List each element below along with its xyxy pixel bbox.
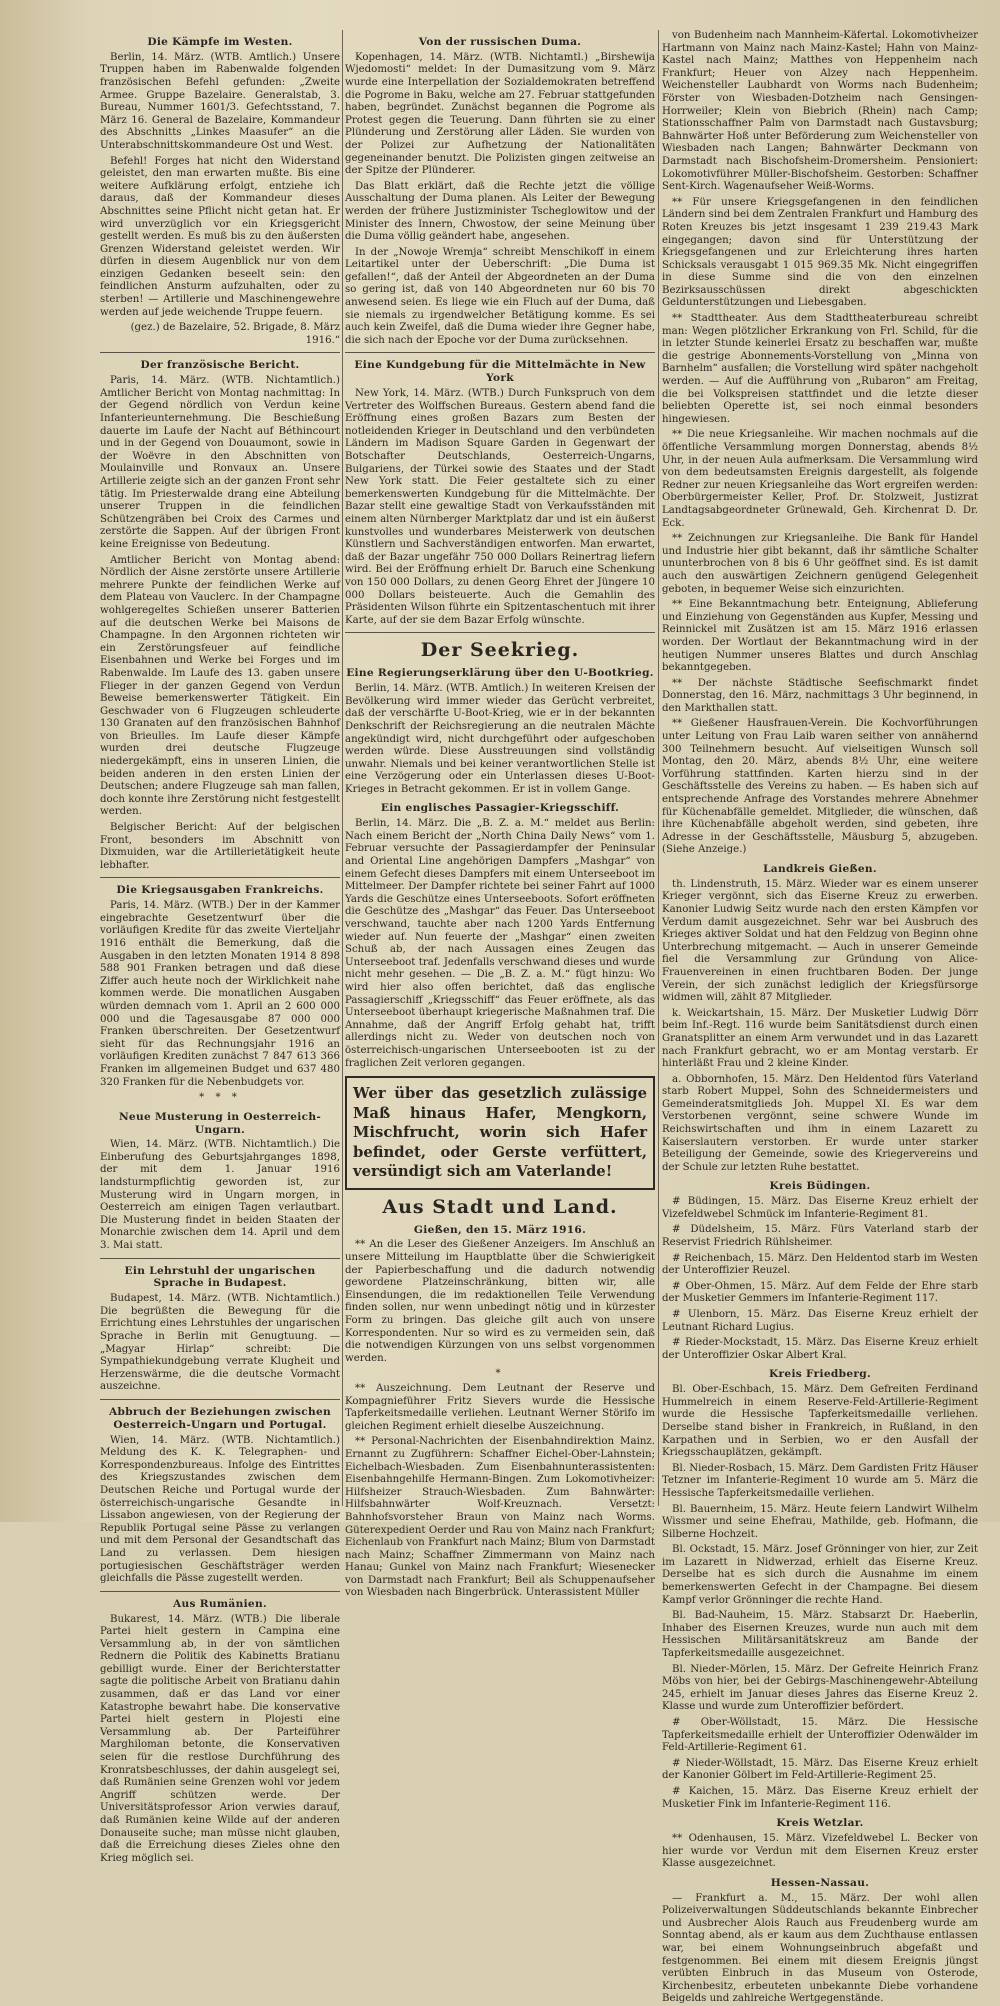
article-text: a. Obbornhofen, 15. März. Den Heldentod fürs Vaterland starb Robert Muppel, Sohn des Schneidermeisters und Gemeinderatsmitglieds Joh. Muppel XI. Es war dem Verstorbenen vergönnt, seine schwere Wunde im Reichswirtschaften und ihm in einem Lazarett zu Kaiserslautern verstorben. Er wurde unter starker Beteiligung der Gemeinde, sowie des Kriegervereins und der Schule zur letzten Ruhe bestattet. xyxy=(662,1073,978,1173)
article-text: In der „Nowoje Wremja“ schreibt Menschikoff in einem Leitartikel unter der Ueberschrift: „Die Duma ist gefallen!“, daß der Anteil der Abgeordneten an der Duma so gering ist, daß von 140 Abgeordneten nur 60 bis 70 anwesend seien. Es liege wie ein Fluch auf der Duma, daß sie niemals zu irgendwelcher Betätigung komme. Es sei auch kein Zweifel, daß die Duma wieder ihre Gegner habe, die sich nach der Epoche vor der Duma zurücksehnen. xyxy=(345,246,655,346)
heading-hessen-nassau: Hessen-Nassau. xyxy=(770,1876,870,1889)
article-text: ** Stadttheater. Aus dem Stadttheaterbureau schreibt man: Wegen plötzlicher Erkrankung von Frl. Schild, für die in letzter Stunde keinerlei Ersatz zu beschaffen war, mußte die gestrige Abonnements-Vorstellung von „Minna von Barnhelm“ ausfallen; die Vorstellung wird später nachgeholt werden. — Auf die Aufführung von „Rubaron“ am Freitag, die bei Volkspreisen stattfindet und die letzte dieser beliebten Operette ist, sei noch einmal besonders hingewiesen. xyxy=(662,313,978,425)
appeal-box: Wer über das gesetzlich zulässige Maß hinaus Hafer, Mengkorn, Mischfrucht, worin sich Hafer befindet, oder Gerste verfüttert, versündigt sich am Vaterlande! xyxy=(345,1076,655,1190)
article-text: — Frankfurt a. M., 15. März. Der wohl allen Polizeiverwaltungen Süddeutschlands bekannte Einbrecher und Ausbrecher Alois Rauch aus Freudenberg wurde am Sonntag abend, als er kaum aus dem Zuchthause entlassen war, bei einem Wohnungseinbruch abgefaßt und festgenommen. Bei einem mit diesem Ereignis jüngst verübten Einbruch in das Museum von Osterode, Kirchenbesitz, erbeuteten unbekannte Diebe vorhandene Beigelds und zahlreiche Wertgegenstände. xyxy=(662,1892,978,2005)
column-3 xyxy=(662,30,978,2005)
heading-kaempfe-westen: Die Kämpfe im Westen. xyxy=(147,36,293,48)
article-text: Befehl! Forges hat nicht den Widerstand geleistet, den man erwarten mußte. Bis eine weitere Aufklärung erfolgt, entziehe ich daraus, daß der Kommandeur dieses Abschnittes seine Pflicht nicht getan hat. Er wird unverzüglich vor ein Kriegsgericht gestellt werden. Es muß bis zu den äußersten Grenzen Widerstand geleistet werden. Wir dürfen in diesem Augenblick nur von dem einzigen Gedanken beseelt sein: den feindlichen Ansturm aufzuhalten, oder zu sterben! — Artillerie und Maschinengewehre werden auf jede weichende Truppe feuern. xyxy=(100,155,340,318)
article-text: ** Eine Bekanntmachung betr. Enteignung, Ablieferung und Einziehung von Gegenständen aus Kupfer, Messing und Reinnickel mit Zusätzen ist am 15. März 1916 erlassen worden. Der Wortlaut der Bekanntmachung wird in der heutigen Nummer unseres Blattes und durch Anschlag bekanntgegeben. xyxy=(662,599,978,674)
heading-kreis-buedingen: Kreis Büdingen. xyxy=(769,1180,871,1193)
article-text: Das Blatt erklärt, daß die Rechte jetzt die völlige Ausschaltung der Duma planen. Als Leiter der Bewegung werden der frühere Justizminister Tscheglowitow und der Minister des Innern, Chwostow, der seine Meinung über die Duma völlig geändert habe, angesehen. xyxy=(345,180,655,243)
article-text: # Düdelsheim, 15. März. Fürs Vaterland starb der Reservist Friedrich Rühlsheimer. xyxy=(662,1224,978,1249)
heading-kundgebung: Eine Kundgebung für die Mittelmächte in New York xyxy=(354,359,646,385)
article-text: Bl. Bauernheim, 15. März. Heute feiern Landwirt Wilhelm Wissmer und seine Ehefrau, Mathilde, geb. Hofmann, die Silberne Hochzeit. xyxy=(662,1503,978,1540)
column-divider xyxy=(658,30,659,1506)
dateline: Gießen, den 15. März 1916. xyxy=(413,1223,587,1236)
article-text: # Rieder-Mockstadt, 15. März. Das Eiserne Kreuz erhielt der Unteroffizier Oskar Albert Kral. xyxy=(662,1337,978,1361)
article-text: Berlin, 14. März. (WTB. Amtlich.) Unsere Truppen haben im Rabenwalde folgenden französischen Befehl gefunden: „Zweite Armee. Gruppe Bazelaire. Generalstab, 3. Bureau, Nummer 1601/3. Gefechtsstand, 7. März 16. General de Bazelaire, Kommandeur des Abschnitts „Linkes Maasufer“ an die Unterabschnittskommandeure Ost und West. xyxy=(100,51,340,151)
section-stars: * * * xyxy=(199,1092,241,1104)
heading-stadt-und-land: Aus Stadt und Land. xyxy=(382,1195,618,1218)
article-text: ** An die Leser des Gießener Anzeigers. Im Anschluß an unsere Mitteilung im Hauptblatte über die Schwierigkeit der Papierbeschaffung und die dadurch notwendig gewordene Platzeinschränkung, bitten wir, alle Einsendungen, die im redaktionellen Teile Verwendung finden sollen, nur wenn unbedingt nötig und in kürzester Form zu bringen. Das gleiche gilt auch von unsere Korrespondenten. Nur so wird es zu vermeiden sein, daß die notwendigen Kürzungen von uns selbst vorgenommen werden. xyxy=(345,1239,655,1364)
divider xyxy=(345,632,655,633)
heading-franzoesischer-bericht: Der französische Bericht. xyxy=(140,359,300,372)
article-text: ** Der nächste Städtische Seefischmarkt findet Donnerstag, den 16. März, nachmittags 3 Uhr beginnend, in den Markthallen statt. xyxy=(662,677,978,714)
heading-passagier-kriegsschiff: Ein englisches Passagier-Kriegsschiff. xyxy=(380,802,620,815)
article-text: Belgischer Bericht: Auf der belgischen Front, besonders im Abschnitt von Dixmuiden, war die Artillerietätigkeit heute lebhafter. xyxy=(100,822,340,871)
article-text: ** Odenhausen, 15. März. Vizefeldwebel L. Becker von hier wurde vor Verdun mit dem Eisernen Kreuz erster Klasse ausgezeichnet. xyxy=(662,1832,978,1870)
article-text: ** Zeichnungen zur Kriegsanleihe. Die Bank für Handel und Industrie hier gibt bekannt, daß ihr sämtliche Schalter ununterbrochen von 8 bis 6 Uhr geöffnet sind. Es ist damit auch den auswärtigen Zeichnern genügend Gelegenheit geboten, in bequemer Weise sich einzurichten. xyxy=(662,533,978,595)
divider xyxy=(100,1258,340,1259)
article-text: Paris, 14. März. (WTB. Nichtamtlich.) Amtlicher Bericht von Montag nachmittag: In der Gegend nördlich von Verdun keine Infanterieunternehmung. Die Beschießung dauerte im Laufe der Nacht auf Béthincourt und in der Gegend von Douaumont, sowie in der Woëvre in den Abschnitten von Moulainville und Ronvaux an. Unsere Artillerie zeigte sich an der ganzen Front sehr tätig. Im Priesterwalde drang eine Abteilung unserer Truppen in die feindlichen Schützengräben bei Croix des Carmes und zerstörte die Sappen. Auf der übrigen Front keine Ereignisse von Bedeutung. xyxy=(100,375,340,550)
article-text: # Kaichen, 15. März. Das Eiserne Kreuz erhielt der Musketier Fink im Infanterie-Regiment 116. xyxy=(662,1785,978,1810)
article-text: Budapest, 14. März. (WTB. Nichtamtlich.) Die begrüßten die Bewegung für die Errichtung eines Lehrstuhles der ungarischen Sprache in Berlin mit Genugtuung. — „Magyar Hirlap“ schreibt: Die Sympathiekundgebung verrate Klugheit und Herzenswärme, die die deutsche Vormacht auszeichne. xyxy=(100,1293,340,1393)
article-text: Bukarest, 14. März. (WTB.) Die liberale Partei hielt gestern in Campina eine Versammlung ab, in der von sämtlichen Rednern die Politik des Kabinetts Bratianu gebilligt wurde. Einer der Berichterstatter sagte die politische Arbeit von Bratianu dahin zusammen, daß er das Land vor einer Katastrophe bewahrt habe. Die konservative Partei hielt gestern in Plojesti eine Versammlung ab. Der Parteiführer Marghiloman betonte, die Konservativen seien für die restlose Durchführung des Kronratsbeschlusses, der dahin ausgelegt sei, daß Rumänien seine Grenzen wohl vor jedem Angriff schützen werde. Der Universitätsprofessor Arion verwies darauf, daß Rumänien keine Wilde auf der anderen Donauseite suche; man müsse nicht glauben, daß die Erreichung dieses Zieles ohne den Krieg möglich sei. xyxy=(100,1613,340,1864)
divider xyxy=(100,352,340,353)
article-text: # Büdingen, 15. März. Das Eiserne Kreuz erhielt der Vizefeldwebel Schmück im Infanterie-Regiment 81. xyxy=(662,1196,978,1220)
article-text: ** Personal-Nachrichten der Eisenbahndirektion Mainz. Ernannt zu Zugführern: Schaffner Eichel-Ober-Lahnstein; Eichelbach-Wiesbaden. Zum Eisenbahnunterassistenten: Eisenbahngehilfe Hermann-Bingen. Zum Lokomotivheizer: Hilfsheizer Strauch-Wiesbaden. Zum Bahnwärter: Hilfsbahnwärter Wolf-Kreuznach. Versetzt: Bahnhofsvorsteher Braun von Mainz nach Worms. Güterexpedient Oerder und Rau von Mainz nach Frankfurt; Eichenlaub von Frankfurt nach Mainz; Blum von Darmstadt nach Mainz; Schaffner Zimmermann von Mainz nach Hanau; Gunkel von Mainz nach Frankfurt; Wiesenecker von Darmstadt nach Frankfurt; Beil als Schuppenaufseher von Wiesbaden nach Bingerbrück. Unterassistent Müller xyxy=(345,1436,655,1599)
article-text: Bl. Ober-Eschbach, 15. März. Dem Gefreiten Ferdinand Hummelreich in einem Reserve-Feld-Artillerie-Regiment wurde die Hessische Tapferkeitsmedaille verliehen. Derselbe stand bisher in Frankreich, in Rußland, in den Karpathen und in Serbien, wo er den Ausfall der Kriegsschauplätzen, gekämpft. xyxy=(662,1384,978,1459)
heading-kreis-friedberg: Kreis Friedberg. xyxy=(769,1368,871,1381)
article-text: Berlin, 14. März. Die „B. Z. a. M.“ meldet aus Berlin: Nach einem Bericht der „North China Daily News“ vom 1. Februar versuchte der Passagierdampfer der Peninsular and Oriental Line angehörigen Dampfers „Mashgar“ von einem Gefecht dieses Dampfers mit einem Unterseeboot im Mittelmeer. Der Dampfer richtete bei seiner Fahrt auf 1000 Yards die Geschütze eines Unterseeboots. Sofort eröffneten die Geschütze des „Mashgar“ das Feuer. Das Unterseeboot verschwand, tauchte aber nach 1200 Yards Entfernung wieder auf. Nun feuerte der „Mashgar“ einen zweiten Schuß ab, der nach Aussagen eines Zeugen das Unterseeboot traf. Jedenfalls verschwand dieses und wurde nicht mehr gesehen. — Die „B. Z. a. M.“ fügt hinzu: Wo wird hier also offen berichtet, daß das englische Passagierschiff „Kriegsschiff“ das Feuer eröffnete, als das Unterseeboot überhaupt kriegerische Maßnahmen traf. Die Annahme, daß der Angriff Erfolg gehabt hat, trifft allerdings nicht zu. Weder von deutschen noch von österreichisch-ungarischen Unterseebooten ist zu der fraglichen Zeit verloren gegangen. xyxy=(345,818,655,1069)
article-text: von Budenheim nach Mannheim-Käfertal. Lokomotivheizer Hartmann von Mainz nach Mainz-Kastel; Hahn von Mainz-Kastel nach Mainz; Matthes von Heppenheim nach Frankfurt; Heuer von Alzey nach Heppenheim. Weichensteller Laubhardt von Worms nach Budenheim; Förster von Wiesbaden-Dotzheim nach Gensingen-Horrweiler; Klein von Biebrich (Rhein) nach Camp; Stationsschaffner Palm von Darmstadt nach Gustavsburg; Bahnwärter Hoß unter Beförderung zum Weichensteller von Wiesbaden nach Langen; Bahnwärter Deckmann von Darmstadt nach Bischofsheim-Dromersheim. Pensioniert: Lokomotivführer Müller-Bischofsheim. Gestorben: Schaffner Sent-Kirch. Wagenaufseher Weiß-Worms. xyxy=(662,30,978,193)
article-text: ** Die neue Kriegsanleihe. Wir machen nochmals auf die öffentliche Versammlung morgen Donnerstag, abends 8½ Uhr, in der neuen Aula aufmerksam. Die Versammlung wird von dem bedeutsamsten Ereignis dargestellt, als folgende Redner zur neuen Kriegsanleihe das Wort ergreifen werden: Oberbürgermeister Keller, Prof. Dr. Stolzweit, Justizrat Landtagsabgeordneter Grünewald, Geh. Kirchenrat D. Dr. Eck. xyxy=(662,429,978,529)
article-text: Kopenhagen, 14. März. (WTB. Nichtamtl.) „Birshewija Wjedomosti“ meldet: In der Dumasitzung vom 9. März wurde eine Interpellation der Sozialdemokraten betreffend die Pogrome in Baku, welche am 27. Februar stattgefunden haben, begründet. Zunächst begannen die Pogrome als Protest gegen die Teuerung. Dann führten sie zu einer Plünderung und Zerstörung aller Läden. Sie wurden von der Polizei zur Aufhetzung der Nationalitäten gegeneinander benutzt. Die Polizisten gingen zeitweise an der Spitze der Plünderer. xyxy=(345,51,655,177)
heading-rumaenien: Aus Rumänien. xyxy=(173,1597,267,1610)
divider xyxy=(345,352,655,353)
column-2 xyxy=(345,30,655,1599)
article-text: # Ober-Ohmen, 15. März. Auf dem Felde der Ehre starb der Musketier Gemmers im Infanterie-Regiment 117. xyxy=(662,1280,978,1305)
article-text: Bl. Bad-Nauheim, 15. März. Stabsarzt Dr. Haeberlin, Inhaber des Eisernen Kreuzes, wurde nun auch mit dem Hessischen Militärsanitätskreuz am Bande der Tapferkeitsmedaille ausgezeichnet. xyxy=(662,1610,978,1660)
article-text: Bl. Nieder-Mörlen, 15. März. Der Gefreite Heinrich Franz Möbs von hier, bei der Gebirgs-Maschinengewehr-Abteilung 245, erhielt im Januar dieses Jahres das Eiserne Kreuz 2. Klasse und wurde zum Unteroffizier befördert. xyxy=(662,1663,978,1713)
article-text: New York, 14. März. (WTB.) Durch Funkspruch von dem Vertreter des Wolffschen Bureaus. Gestern abend fand die Eröffnung eines großen Bazars zum Besten der notleidenden Krieger in Deutschland und den verbündeten Ländern im Madison Square Garden in Gegenwart der Botschafter Deutschlands, Oesterreich-Ungarns, Bulgariens, der Türkei sowie des Staates und der Stadt New York statt. Die Feier gestaltete sich zu einer bemerkenswerten Kundgebung für die Mittelmächte. Der Bazar stellt eine gewaltige Stadt von Verkaufsständen mit einem alten Nürnberger Marktplatz dar und ist ein äußerst kunstvolles und wunderbares Meisterwerk von deutschen Künstlern und Sachverständigen entworfen. Man erwartet, daß der Bazar ungefähr 750 000 Dollars Reinertrag liefern wird. Bei der Eröffnung erhielt Dr. Baruch eine Schenkung von 150 000 Dollars, zu denen Georg Ehret der Jüngere 10 000 Dollars beisteuerte. Auch die Gemahlin des Präsidenten Wilson führte ein Spitzentaschentuch mit ihrer Karte, auf der sie dem Bazar Erfolg wünschte. xyxy=(345,388,655,626)
article-text: ** Gießener Hausfrauen-Verein. Die Kochvorführungen unter Leitung von Frau Laib waren seither von annähernd 300 Teilnehmern besucht. Auf vielseitigen Wunsch soll Montag, den 20. März, abends 8½ Uhr, eine weitere Vorführung stattfinden. Karten hierzu sind in der Geschäftsstelle des Vereins zu haben. — Es haben sich auf entsprechende Anfrage des Vorstandes mehrere Abnehmer für Küchenabfälle gemeldet. Mitglieder, die wünschen, daß ihre Küchenabfälle abgeholt werden, sind gebeten, ihre Adresse in der Geschäftsstelle, Mäusburg 5, abzugeben. (Siehe Anzeige.) xyxy=(662,718,978,856)
article-text: # Ober-Wöllstadt, 15. März. Die Hessische Tapferkeitsmedaille erhielt der Unteroffizier Odenwälder im Feld-Artillerie-Regiment 61. xyxy=(662,1717,978,1754)
article-text: Paris, 14. März. (WTB.) Der in der Kammer eingebrachte Gesetzentwurf über die vorläufigen Kredite für das zweite Vierteljahr 1916 enthält die Bemerkung, daß die Ausgaben in den letzten Monaten 1914 8 898 588 901 Franken betragen und daß diese Ziffer auch heute noch der Wirklichkeit nahe kommen werde. Die monatlichen Ausgaben würden demnach vom 1. April an 2 600 000 000 und die Tagesausgabe 87 000 000 Franken überschreiten. Der Gesetzentwurf sieht für das Rechnungsjahr 1916 an vorläufigen Krediten zunächst 7 847 613 366 Franken im allgemeinen Budget und 637 480 320 Franken für die Nebenbudgets vor. xyxy=(100,900,340,1088)
article-text: k. Weickartshain, 15. März. Der Musketier Ludwig Dörr beim Inf.-Regt. 116 wurde beim Sanitätsdienst durch einen Granatsplitter an einem Arm verwundet und in das Lazarett nach Frankfurt gebracht, wo er am Montag verstarb. Er hinterläßt Frau und 2 kleine Kinder. xyxy=(662,1007,978,1070)
article-text: Wien, 14. März. (WTB. Nichtamtlich.) Die Einberufung des Geburtsjahrganges 1898, der mit dem 1. Januar 1916 landsturmpflichtig geworden ist, zur Musterung wird in Ungarn morgen, in Oesterreich am einigen Tagen verlautbart. Die Musterung findet in beiden Staaten der Monarchie zwischen dem 14. April und dem 3. Mai statt. xyxy=(100,1139,340,1252)
article-text: Wien, 14. März. (WTB. Nichtamtlich.) Meldung des K. K. Telegraphen- und Korrespondenzbureaus. Infolge des Eintrittes des Kriegszustandes zwischen dem Deutschen Reiche und Portugal wurde der österreichisch-ungarische Gesandte in Lissabon angewiesen, von der Regierung der Republik Portugal seine Pässe zu verlangen und mit dem Personal der Gesandtschaft das Land zu verlassen. Dem hiesigen portugiesischen Geschäftsträger werden gleichfalls die Pässe zugestellt werden. xyxy=(100,1434,340,1585)
article-text: ** Für unsere Kriegsgefangenen in den feindlichen Ländern sind bei dem Zentralen Frankfurt und Hamburg des Roten Kreuzes bis jetzt insgesamt 1 239 219.43 Mark eingegangen; davon sind für Unterstützung der Kriegsgefangenen und zur Erleichterung ihres harten Schicksals verausgabt 1 015 969.35 Mk. Nicht eingegriffen in diese Summe sind die von den einzelnen Bezirksausschüssen direkt abgeschickten Geldunterstützungen und Liebesgaben. xyxy=(662,196,978,309)
heading-musterung: Neue Musterung in Oesterreich-Ungarn. xyxy=(118,1110,322,1136)
section-star: * xyxy=(495,1368,505,1380)
article-text: th. Lindenstruth, 15. März. Wieder war es einem unserer Krieger vergönnt, sich das Eiserne Kreuz zu erwerben. Kanonier Ludwig Seitz wurde nach den ersten Kämpfen vor Verdum damit ausgezeichnet. Sehr war bei Ausbruch des Krieges aktiver Soldat und hat den Feldzug von Beginn ohne Unterbrechung mitgemacht. — Auch in unserer Gemeinde fiel die Versammlung zur Gründung von Alice-Frauenvereinen in einen fruchtbaren Boden. Der junge Verein, der sich zunächst lediglich der Kriegsfürsorge widmen will, zählt 87 Mitglieder. xyxy=(662,878,978,1004)
article-text: # Nieder-Wöllstadt, 15. März. Das Eiserne Kreuz erhielt der Kanonier Gölbert im Feld-Artillerie-Regiment 25. xyxy=(662,1757,978,1782)
article-text: ** Auszeichnung. Dem Leutnant der Reserve und Kompagnieführer Fritz Sievers wurde die Hessische Tapferkeitsmedaille verliehen. Leutnant Werner Störifo im gleichen Regiment erhielt dieselbe Auszeichnung. xyxy=(345,1382,655,1432)
column-divider xyxy=(342,30,343,1506)
divider xyxy=(100,877,340,878)
heading-lehrstuhl: Ein Lehrstuhl der ungarischen Sprache in Budapest. xyxy=(124,1264,316,1290)
heading-abbruch: Abbruch der Beziehungen zwischen Oesterreich-Ungarn und Portugal. xyxy=(108,1405,331,1431)
article-text: Berlin, 14. März. (WTB. Amtlich.) In weiteren Kreisen der Bevölkerung wird immer wieder das Gerücht verbreitet, daß der verschärfte U-Boot-Krieg, wie er in der bekannten Denkschrift der Reichsregierung an die neutralen Mächte angekündigt wird, nicht durchgeführt oder aufgeschoben werden würde. Diese Ausstreuungen sind vollständig unwahr. Niemals und bei keiner verantwortlichen Stelle ist eine Verzögerung oder ein Unterlassen dieses U-Boot-Krieges in Betracht gekommen. Er ist in vollem Gange. xyxy=(345,683,655,795)
heading-kreis-wetzlar: Kreis Wetzlar. xyxy=(776,1817,864,1830)
heading-kriegsausgaben: Die Kriegsausgaben Frankreichs. xyxy=(116,884,324,897)
heading-landkreis-giessen: Landkreis Gießen. xyxy=(763,863,877,875)
article-text: Bl. Ockstadt, 15. März. Josef Grönninger von hier, zur Zeit im Lazarett in Nidwerzad, erhielt das Eiserne Kreuz. Derselbe hat es sich durch die Ausnahme im einem bemerkenswerten Gefecht in der Champagne. Bei diesem Kampf verlor Grönninger die rechte Hand. xyxy=(662,1544,978,1606)
divider xyxy=(100,1399,340,1400)
heading-regierungserklaerung: Eine Regierungserklärung über den U-Bootkrieg. xyxy=(346,667,654,680)
signature: (gez.) de Bazelaire, 52. Brigade, 8. März 1916.“ xyxy=(130,322,340,346)
divider xyxy=(100,1591,340,1592)
article-text: # Ulenborn, 15. März. Das Eiserne Kreuz erhielt der Leutnant Richard Lugius. xyxy=(662,1309,978,1333)
article-text: # Reichenbach, 15. März. Den Heldentod starb im Westen der Unteroffizier Reuzel. xyxy=(662,1252,978,1277)
heading-russische-duma: Von der russischen Duma. xyxy=(418,36,582,48)
column-1 xyxy=(100,30,340,1864)
article-text: Amtlicher Bericht von Montag abend: Nördlich der Aisne zerstörte unsere Artillerie mehrere Punkte der feindlichen Werke auf dem Plateau von Vauclerc. In der Champagne wohlgeregeltes Schießen unserer Batterien auf die deutschen Werke bei Maisons de Champagne. In den Argonnen richteten wir ein Zerstörungsfeuer auf feindliche Eisenbahnen und Werke bei Forges und im Rabenwalde. Im Laufe des 13. gaben unsere Flieger in der ganzen Gegend von Verdun Beweise bemerkenswerter Tätigkeit. Ein Geschwader von 6 Flugzeugen schleuderte 130 Granaten auf den französischen Bahnhof von Brieulles. Im Laufe dieser Kämpfe wurden drei deutsche Flugzeuge niedergekämpft, eins in unseren Linien, die beiden anderen in den ersten Linien der Deutschen; andere Flugzeuge sah man fallen, doch konnte ihre Zerstörung nicht festgestellt werden. xyxy=(100,554,340,818)
heading-seekrieg: Der Seekrieg. xyxy=(420,639,580,662)
article-text: Bl. Nieder-Rosbach, 15. März. Dem Gardisten Fritz Häuser Tetzner im Infanterie-Regiment 10 wurde am 5. März die Hessische Tapferkeitsmedaille verliehen. xyxy=(662,1462,978,1499)
